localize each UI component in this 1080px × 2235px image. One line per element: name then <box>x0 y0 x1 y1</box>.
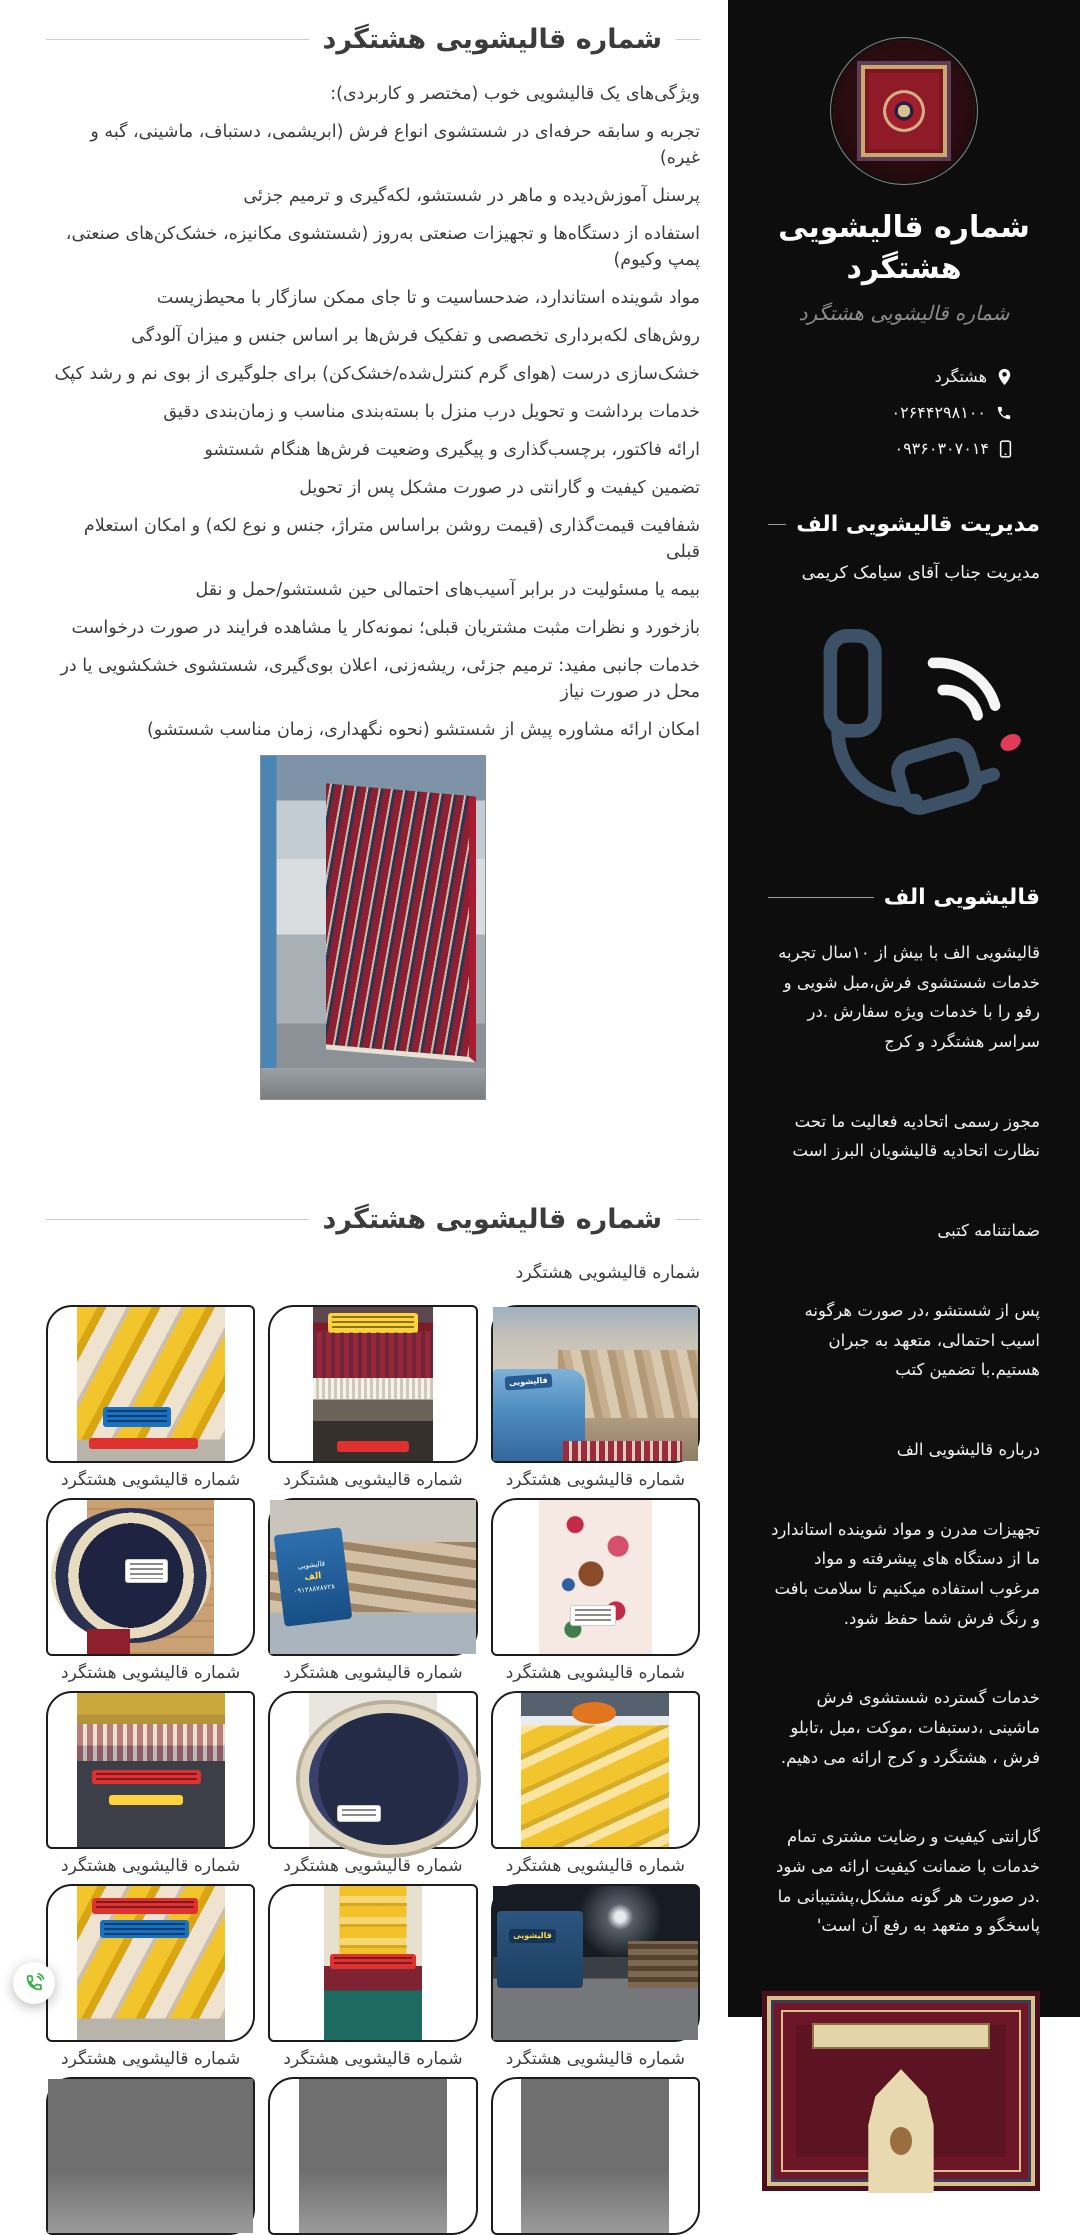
gallery-photo <box>299 2079 447 2233</box>
gallery-card[interactable] <box>46 1884 255 2042</box>
gallery-item <box>46 1305 255 1492</box>
about-block: قالیشویی الف با بیش از ۱۰سال تجربه خدمات شستشوی فرش،مبل شویی و رفو را با خدمات ویژه سفارش .در سراسر هشتگرد و کرج <box>778 943 1040 1052</box>
manager-text: مدیریت جناب آقای سیامک کریمی <box>801 563 1040 583</box>
gallery-card[interactable] <box>46 2077 255 2235</box>
gallery-caption: شماره قالیشویی هشتگرد <box>505 1856 685 1876</box>
round-carpet-photo <box>87 1500 214 1654</box>
site-subtitle: شماره قالیشویی هشتگرد <box>798 301 1010 325</box>
ringing-phone-illustration <box>778 627 1030 823</box>
gallery-card[interactable] <box>491 1498 700 1656</box>
night-truck-photo <box>493 1886 698 2040</box>
about-block: گارانتی کیفیت و رضایت مشتری تمام خدمات با ضمانت کیفیت ارائه می شود .در صورت هر گونه مشکل،پشتیبانی ما پاسخگو و متعهد به رفع آن است' <box>776 1827 1040 1936</box>
gallery-heading: شماره قالیشویی هشتگرد <box>46 1204 700 1235</box>
feature-item: مواد شوینده استاندارد، ضدحساسیت و تا جای ممکن سازگار با محیط‌زیست <box>156 288 700 308</box>
gallery-item <box>268 1498 477 1685</box>
gallery-card[interactable] <box>46 1305 255 1463</box>
site-title: شماره قالیشویی هشتگرد <box>778 210 1030 286</box>
truck-brand-label: قالیشویی <box>509 1929 556 1943</box>
gallery-card[interactable] <box>491 1884 700 2042</box>
gallery-item <box>46 1498 255 1685</box>
gallery-item <box>491 1691 700 1878</box>
gallery-item <box>491 2077 700 2235</box>
gallery-caption: شماره قالیشویی هشتگرد <box>61 1856 241 1876</box>
about-block-label: درباره قالیشویی الف <box>896 1439 1040 1459</box>
location-text: هشتگرد <box>934 367 987 386</box>
warehouse-truck-photo <box>493 1307 698 1461</box>
call-fab-button[interactable] <box>13 1962 55 2004</box>
shop-sign: قالیشویی الف ۰۹۱۲۸۸۷۸۷۲۸ <box>273 1527 352 1627</box>
gallery-item <box>46 2077 255 2235</box>
sidebar-carpet-image <box>762 1991 1040 2191</box>
phone-number: ۰۲۶۴۴۲۹۸۱۰۰ <box>891 403 986 422</box>
gallery-caption: شماره قالیشویی هشتگرد <box>283 1470 463 1490</box>
yellow-rollers-photo <box>77 1886 225 2040</box>
carpet-rows-machine-photo <box>77 1693 225 1847</box>
about-block: پس از شستشو ،در صورت هرگونه اسیب احتمالی، متعهد به جبران هستیم.با تضمین کتب <box>804 1300 1040 1380</box>
gallery-card[interactable] <box>268 1884 477 2042</box>
phone-icon <box>996 405 1012 421</box>
feature-item: خدمات برداشت و تحویل درب منزل با بسته‌بندی مناسب و زمان‌بندی دقیق <box>163 402 700 422</box>
truck-brand-label: قالیشویی <box>505 1373 553 1390</box>
about-block: خدمات گسترده شستشوی فرش ماشینی ،دستبفات ،موکت ،مبل ،تابلو فرش ، هشتگرد و کرج ارائه می دهیم. <box>780 1688 1040 1767</box>
gallery-caption: شماره قالیشویی هشتگرد <box>283 2049 463 2069</box>
gallery-caption: شماره قالیشویی هشتگرد <box>61 1470 241 1490</box>
intro-heading: شماره قالیشویی هشتگرد <box>46 24 700 55</box>
location-pin-icon <box>997 368 1012 386</box>
contact-block <box>768 367 1040 458</box>
gallery-card[interactable] <box>268 1498 477 1656</box>
gallery-card[interactable] <box>491 1691 700 1849</box>
mobile-number: ۰۹۳۶۰۳۰۷۰۱۴ <box>894 439 989 458</box>
gallery-caption: شماره قالیشویی هشتگرد <box>283 1856 463 1876</box>
floral-carpet-photo <box>539 1500 652 1654</box>
gallery-item <box>491 1305 700 1492</box>
roller-tube-photo <box>324 1886 423 2040</box>
gallery-caption: شماره قالیشویی هشتگرد <box>283 1663 463 1683</box>
feature-item: تضمین کیفیت و گارانتی در صورت مشکل پس از تحویل <box>299 478 700 498</box>
feature-item: روش‌های لکه‌برداری تخصصی و تفکیک فرش‌ها بر اساس جنس و میزان آلودگی <box>131 326 700 346</box>
feature-item: خدمات جانبی مفید: ترمیم جزئی، ریشه‌زنی، اعلان بوی‌گیری، شستشوی خشکشویی یا در محل در صورت نیاز <box>60 656 700 702</box>
contact-mobile[interactable] <box>894 439 1012 458</box>
contact-phone[interactable] <box>891 403 1012 422</box>
gallery-card[interactable] <box>268 1691 477 1849</box>
gallery-item <box>268 1884 477 2071</box>
gallery-item <box>268 1691 477 1878</box>
feature-item: خشک‌سازی درست (هوای گرم کنترل‌شده/خشک‌کن) برای جلوگیری از بوی نم و رشد کپک <box>54 364 700 384</box>
gallery-item <box>491 1498 700 1685</box>
photo-gallery <box>46 1305 700 2235</box>
contact-location <box>935 367 1012 386</box>
site-logo <box>833 40 975 182</box>
mobile-icon <box>999 440 1012 458</box>
gallery-caption: شماره قالیشویی هشتگرد <box>505 1470 685 1490</box>
feature-item: استفاده از دستگاه‌ها و تجهیزات صنعتی به‌روز (شستشوی مکانیزه، خشک‌کن‌های صنعتی، پمپ وکیوم) <box>65 224 700 270</box>
rolled-carpets-pile-photo <box>270 1500 475 1654</box>
feature-item: تجربه و سابقه حرفه‌ای در شستشوی انواع فرش (ابریشمی، دستباف، ماشینی، گبه و غیره) <box>90 122 700 168</box>
gallery-item <box>491 1884 700 2071</box>
carpet-washing-machine-photo <box>260 755 486 1100</box>
gallery-caption: شماره قالیشویی هشتگرد <box>505 1663 685 1683</box>
management-heading: مدیریت قالیشویی الف <box>768 512 1040 537</box>
yellow-rollers-photo <box>77 1307 225 1461</box>
gallery-card[interactable] <box>46 1691 255 1849</box>
phone-call-icon <box>22 1971 46 1995</box>
gallery-card[interactable] <box>491 2077 700 2235</box>
gallery-photo <box>521 2079 669 2233</box>
gallery-card[interactable] <box>268 2077 477 2235</box>
gallery-item <box>268 2077 477 2235</box>
sidebar <box>728 0 1080 2017</box>
about-block: مجوز رسمی اتحادیه فعالیت ما تحت نظارت اتحادیه قالیشویان البرز است <box>792 1111 1040 1161</box>
about-block-label: ضمانتنامه کتبی <box>937 1221 1040 1241</box>
gallery-lead: شماره قالیشویی هشتگرد <box>515 1263 700 1283</box>
gallery-item <box>46 1884 255 2071</box>
feature-item: بیمه یا مسئولیت در برابر آسیب‌های احتمالی حین شستشو/حمل و نقل <box>195 580 700 600</box>
gallery-item <box>46 1691 255 1878</box>
red-carpet-fringe-photo <box>313 1307 432 1461</box>
gallery-item <box>268 1305 477 1492</box>
round-navy-carpet-photo <box>309 1693 436 1847</box>
gallery-card[interactable] <box>268 1305 477 1463</box>
gallery-photo <box>48 2079 253 2233</box>
gallery-card[interactable] <box>46 1498 255 1656</box>
gallery-caption: شماره قالیشویی هشتگرد <box>61 2049 241 2069</box>
feature-item: امکان ارائه مشاوره پیش از شستشو (نحوه نگهداری، زمان مناسب شستشو) <box>146 720 700 740</box>
features-list <box>46 81 700 743</box>
gallery-caption: شماره قالیشویی هشتگرد <box>61 1663 241 1683</box>
feature-item: ارائه فاکتور، برچسب‌گذاری و پیگیری وضعیت فرش‌ها هنگام شستشو <box>204 440 700 460</box>
feature-item: ویژگی‌های یک قالیشویی خوب (مختصر و کاربردی): <box>330 84 700 104</box>
gallery-caption: شماره قالیشویی هشتگرد <box>505 2049 685 2069</box>
carpet-logo-image <box>857 61 951 160</box>
about-heading: قالیشویی الف <box>768 885 1040 910</box>
about-block: تجهیزات مدرن و مواد شوینده استاندارد ما از دستگاه های پیشرفته و مواد مرغوب استفاده میکنیم تا سلامت بافت و رنگ فرش شما حفظ شود. <box>771 1519 1040 1628</box>
feature-item: پرسنل آموزش‌دیده و ماهر در شستشو، لکه‌گیری و ترمیم جزئی <box>243 186 700 206</box>
feature-item: شفافیت قیمت‌گذاری (قیمت روشن براساس متراژ، جنس و نوع لکه) و امکان استعلام قبلی <box>83 516 700 562</box>
gallery-card[interactable] <box>491 1305 700 1463</box>
feature-item: بازخورد و نظرات مثبت مشتریان قبلی؛ نمونه‌کار یا مشاهده فرایند در صورت درخواست <box>71 618 700 638</box>
rollers-machine-photo <box>521 1693 669 1847</box>
